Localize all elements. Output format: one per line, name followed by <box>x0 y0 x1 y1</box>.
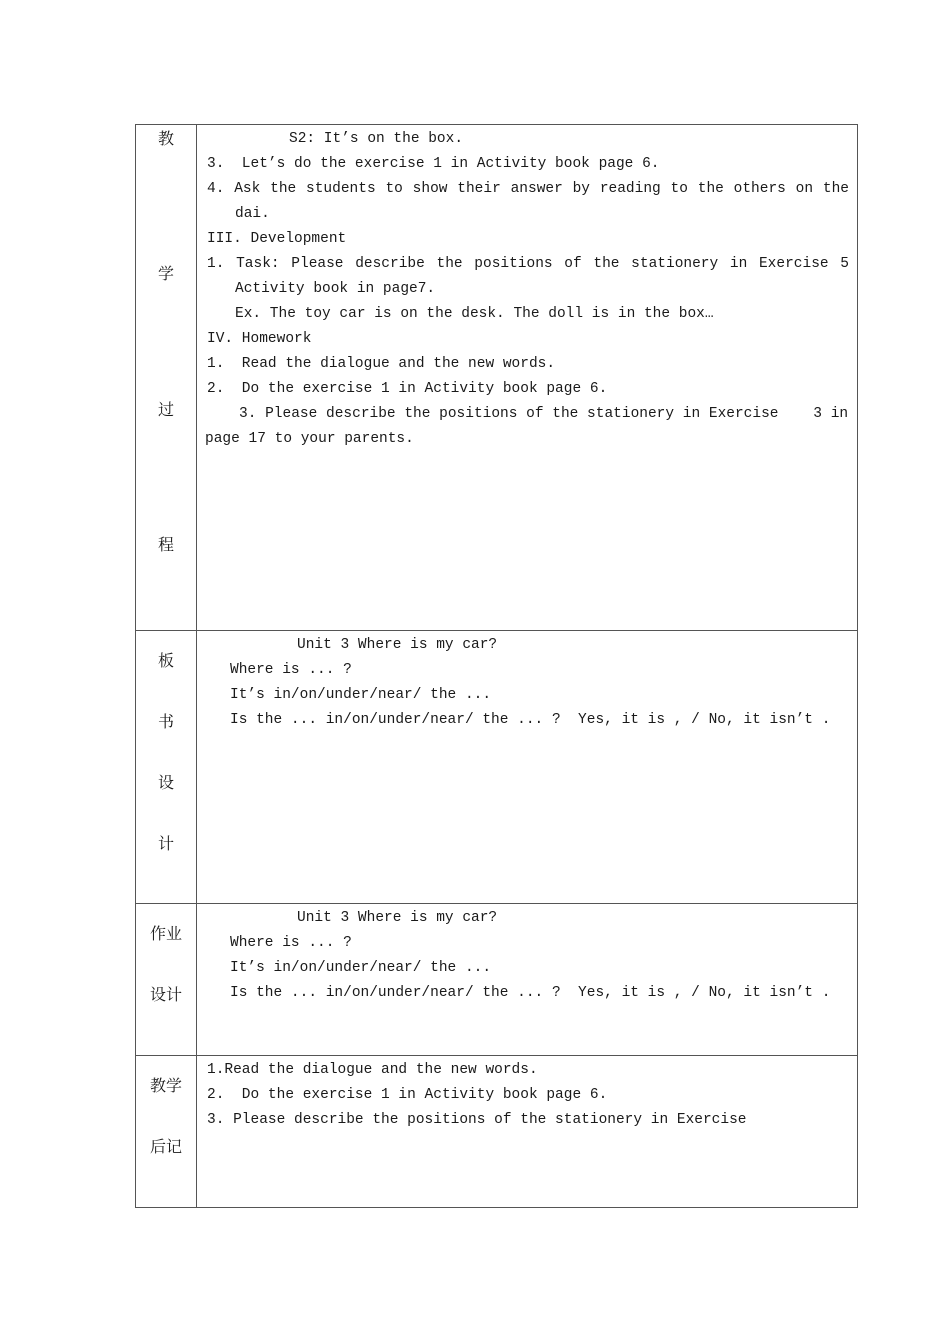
board-label-char: 书 <box>157 712 174 731</box>
text-line: 4. Ask the students to show their answer by reading to the others on the <box>207 181 849 197</box>
text-line: Is the ... in/on/under/near/ the ... ? Yes, it is , / No, it isn’t . <box>230 712 831 728</box>
homework-label-line: 设计 <box>149 985 182 1004</box>
text-line: 1.Read the dialogue and the new words. <box>207 1062 538 1078</box>
homework-label-line: 作业 <box>149 924 182 943</box>
text-line: It’s in/on/under/near/ the ... <box>230 687 492 703</box>
text-line: Unit 3 Where is my car? <box>297 637 498 653</box>
board-label-char: 计 <box>157 834 174 853</box>
text-line: 3. Please describe the positions of the stationery in Exercise 3 in <box>239 406 849 422</box>
text-line: Activity book in page7. <box>235 281 436 297</box>
process-label-char: 教 <box>157 129 174 148</box>
board-label-char: 板 <box>157 651 174 670</box>
board-label-char: 设 <box>157 773 174 792</box>
lesson-plan-table <box>135 124 858 1208</box>
notes-label-line: 教学 <box>149 1076 182 1095</box>
text-line: 1. Task: Please describe the positions of the stationery in Exercise 5 <box>207 256 849 272</box>
text-line: 2. Do the exercise 1 in Activity book page 6. <box>207 1087 608 1103</box>
text-line: page 17 to your parents. <box>205 431 414 447</box>
text-line: S2: It’s on the box. <box>289 131 464 147</box>
text-line: Where is ... ? <box>230 662 352 678</box>
text-line: Where is ... ? <box>230 935 352 951</box>
text-line: It’s in/on/under/near/ the ... <box>230 960 492 976</box>
homework-row <box>136 904 858 1056</box>
text-line: Ex. The toy car is on the desk. The doll is in the box… <box>235 306 714 322</box>
process-row <box>136 125 858 631</box>
text-line: Is the ... in/on/under/near/ the ... ? Yes, it is , / No, it isn’t . <box>230 985 831 1001</box>
text-line: dai. <box>235 206 270 222</box>
board-row <box>136 631 858 904</box>
notes-row <box>136 1056 858 1208</box>
process-label-char: 学 <box>157 264 174 283</box>
text-line: 3. Let’s do the exercise 1 in Activity book page 6. <box>207 156 660 172</box>
text-line: III. Development <box>207 231 347 247</box>
text-line: Unit 3 Where is my car? <box>297 910 498 926</box>
text-line: IV. Homework <box>207 331 312 347</box>
notes-label-line: 后记 <box>149 1137 182 1156</box>
text-line: 1. Read the dialogue and the new words. <box>207 356 556 372</box>
process-label-char: 过 <box>157 400 174 419</box>
process-label-char: 程 <box>157 535 174 554</box>
text-line: 2. Do the exercise 1 in Activity book page 6. <box>207 381 608 397</box>
text-line: 3. Please describe the positions of the stationery in Exercise <box>207 1112 747 1128</box>
